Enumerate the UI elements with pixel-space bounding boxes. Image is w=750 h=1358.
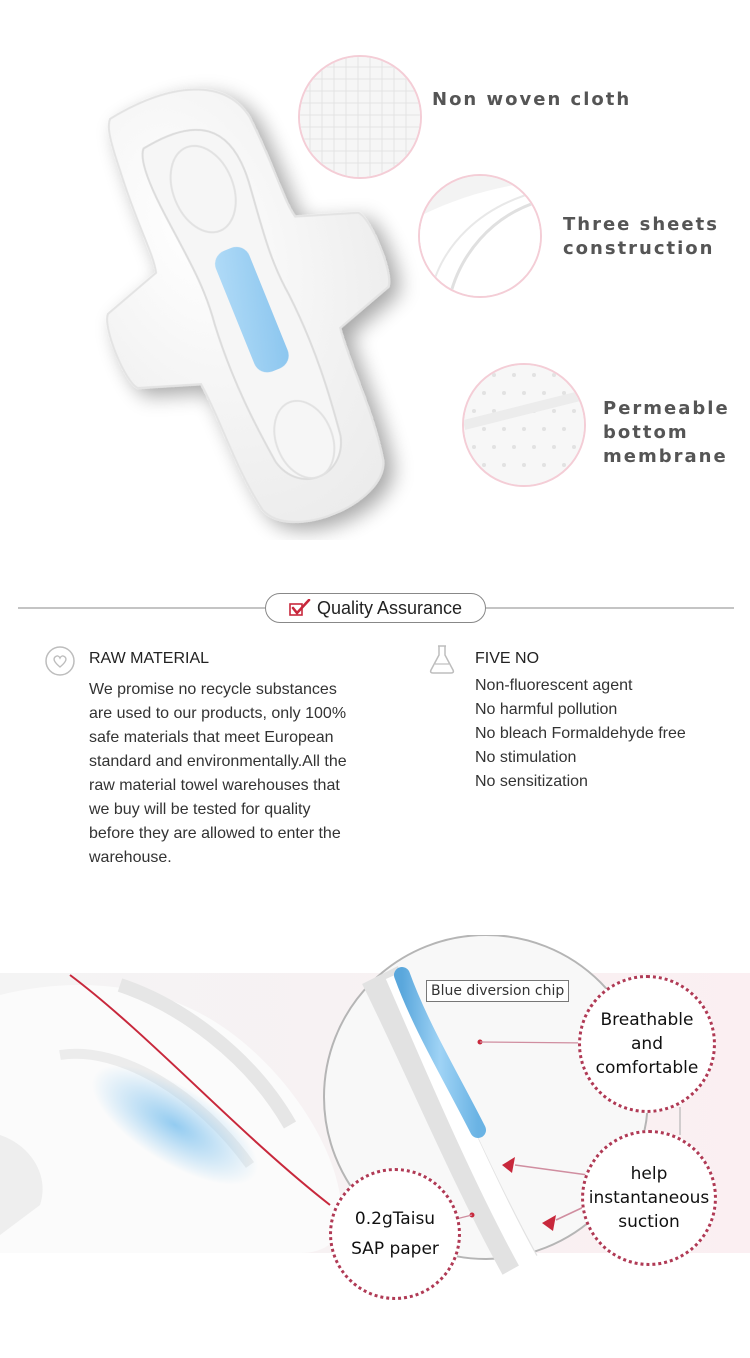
three-sheets-line1: Three sheets [563, 214, 719, 235]
raw-material-line: before they are allowed to enter the [89, 825, 341, 842]
permeable-membrane-label [603, 397, 730, 469]
product-feature-section [0, 0, 750, 560]
list-item: Non-fluorescent agent [475, 677, 633, 694]
five-no-list [475, 674, 686, 794]
permeable-membrane-texture [462, 363, 586, 487]
sap-paper-callout [329, 1168, 461, 1300]
pad-detail-section [0, 935, 750, 1358]
three-sheets-texture [418, 174, 542, 298]
five-no-title: FIVE NO [475, 650, 540, 667]
list-item: No sensitization [475, 773, 588, 790]
quality-assurance-title: Quality Assurance [316, 597, 463, 618]
quality-assurance-badge [265, 593, 486, 623]
blue-diversion-chip-label: Blue diversion chip [426, 980, 569, 1002]
suction-line3: suction [618, 1212, 680, 1232]
raw-material-description [89, 678, 379, 870]
permeable-line2: bottom [603, 422, 689, 443]
sap-line2: SAP paper [351, 1239, 439, 1259]
breathable-line3: comfortable [595, 1058, 699, 1078]
sap-line1: 0.2gTaisu [354, 1209, 436, 1229]
breathable-line1: Breathable [600, 1010, 694, 1030]
permeable-line1: Permeable [603, 398, 730, 419]
list-item: No bleach Formaldehyde free [475, 725, 686, 742]
three-sheets-line2: construction [563, 238, 715, 259]
breathable-line2: and [631, 1034, 663, 1054]
suction-line2: instantaneous [588, 1188, 710, 1208]
raw-material-line: safe materials that meet European [89, 729, 334, 746]
check-icon [289, 599, 311, 617]
raw-material-title: RAW MATERIAL [89, 650, 210, 667]
suction-line1: help [630, 1164, 668, 1184]
raw-material-line: we buy will be tested for quality [89, 801, 311, 818]
raw-material-line: warehouse. [89, 849, 172, 866]
non-woven-cloth-texture [298, 55, 422, 179]
list-item: No harmful pollution [475, 701, 618, 718]
raw-material-line: We promise no recycle substances [89, 681, 337, 698]
flask-icon [428, 644, 456, 674]
raw-material-line: standard and environmentally.All the [89, 753, 347, 770]
breathable-callout [578, 975, 716, 1113]
raw-material-line: raw material towel warehouses that [89, 777, 340, 794]
raw-material-line: are used to our products, only 100% [89, 705, 347, 722]
list-item: No stimulation [475, 749, 577, 766]
three-sheets-label [563, 213, 719, 261]
permeable-line3: membrane [603, 446, 728, 467]
heart-icon [44, 645, 76, 677]
suction-callout [581, 1130, 717, 1266]
non-woven-cloth-label: Non woven cloth [432, 89, 632, 110]
